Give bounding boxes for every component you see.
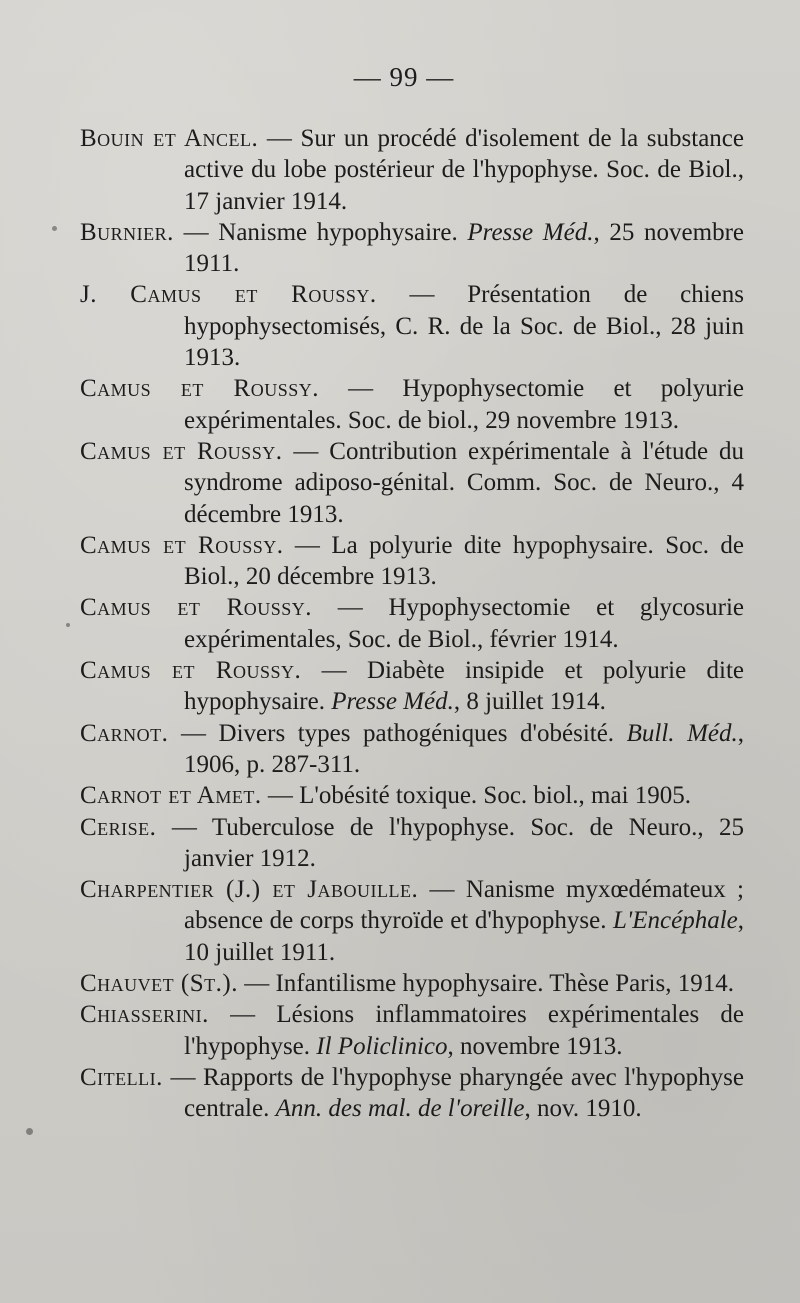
entry-author: J. Camus et Roussy. bbox=[80, 281, 377, 309]
entry-text: — L'obésité toxique. Soc. biol., mai 1905. bbox=[261, 782, 692, 810]
ink-spot bbox=[26, 1128, 33, 1135]
entry-text: — Diabète insipide et polyurie dite hypophysaire. bbox=[184, 657, 744, 716]
entry-text: — Lésions inflammatoires expérimentales de l'hypophyse. bbox=[184, 1001, 744, 1060]
entry-text: — Divers types pathogéniques d'obésité. bbox=[168, 719, 627, 747]
entry-author: Carnot et Amet. bbox=[80, 782, 262, 810]
entry-journal: Presse Méd. bbox=[467, 218, 594, 246]
entry-details: , 25 novembre 1911. bbox=[184, 218, 744, 278]
entry-author: Camus et Roussy. bbox=[80, 437, 283, 465]
page-number: — 99 — bbox=[353, 62, 455, 92]
entry-details: , novembre 1913. bbox=[447, 1032, 623, 1060]
entry-journal: L'Encéphale bbox=[612, 907, 738, 935]
entry-text: — Rapports de l'hypophyse pharyngée avec l'hypophyse centrale. bbox=[162, 1063, 744, 1123]
entry-author: Camus et Roussy. bbox=[80, 594, 313, 622]
bibliography-entry bbox=[80, 812, 744, 875]
entry-text: — La polyurie dite hypophysaire. Soc. de Biol., 20 décembre 1913. bbox=[184, 531, 744, 591]
entry-author: Chauvet (St.). bbox=[80, 970, 238, 998]
bibliography-entry bbox=[80, 123, 744, 217]
entry-journal: Bull. Méd. bbox=[626, 719, 738, 747]
entry-author: Camus et Roussy. bbox=[80, 375, 319, 403]
bibliography-entry bbox=[80, 655, 744, 718]
entry-author: Carnot. bbox=[80, 719, 169, 747]
entry-author: Chiasserini. bbox=[80, 1001, 209, 1029]
bibliography-entry bbox=[80, 373, 744, 436]
bibliography-entry bbox=[80, 1062, 744, 1125]
entry-journal: Ann. des mal. de l'oreille bbox=[275, 1095, 525, 1123]
entry-text: — Hypophysectomie et glycosurie expérimentales, Soc. de Biol., février 1914. bbox=[184, 594, 745, 653]
bibliography-entry bbox=[80, 718, 744, 781]
entry-journal: Presse Méd. bbox=[331, 688, 454, 716]
entry-text: — Nanisme myxœdémateux ; absence de corps thyroïde et d'hypophyse. bbox=[184, 876, 744, 935]
bibliography-entry bbox=[80, 780, 744, 811]
bibliography-entry bbox=[80, 968, 744, 999]
entry-author: Camus et Roussy. bbox=[80, 531, 284, 559]
entry-text: — Tuberculose de l'hypophyse. Soc. de Neuro., 25 janvier 1912. bbox=[156, 813, 744, 872]
ink-spot bbox=[52, 226, 57, 231]
entry-author: Charpentier (J.) et Jabouille. bbox=[80, 876, 419, 904]
entry-details: , nov. 1910. bbox=[524, 1095, 642, 1123]
entry-details: , 8 juillet 1914. bbox=[453, 688, 606, 716]
bibliography-entry bbox=[80, 217, 744, 280]
bibliography-entry bbox=[80, 530, 744, 593]
entry-author: Burnier. bbox=[80, 218, 174, 246]
entry-author: Cerise. bbox=[80, 813, 157, 841]
bibliography-entry bbox=[80, 279, 744, 373]
ink-spot bbox=[66, 623, 70, 627]
entry-journal: Il Policlinico bbox=[316, 1032, 448, 1060]
entry-text: — Infantilisme hypophysaire. Thèse Paris, 1914. bbox=[237, 970, 734, 998]
entry-author: Citelli. bbox=[80, 1063, 163, 1091]
bibliography-entry bbox=[80, 436, 744, 530]
entry-text: — Nanisme hypophysaire. bbox=[173, 218, 468, 246]
entry-author: Bouin et Ancel. bbox=[80, 125, 259, 152]
bibliography-entry bbox=[80, 999, 744, 1062]
entry-text: — Sur un procédé d'isolement de la substance active du lobe postérieur de l'hypophyse. Soc. de Biol., 17 janvier 1914. bbox=[184, 125, 745, 215]
entry-details: , 10 juillet 1911. bbox=[184, 907, 744, 966]
entry-author: Camus et Roussy. bbox=[80, 657, 302, 685]
entry-text: — Hypophysectomie et polyurie expérimentales. Soc. de biol., 29 novembre 1913. bbox=[184, 375, 745, 434]
bibliography-entry bbox=[80, 592, 744, 655]
entry-text: — Contribution expérimentale à l'étude du syndrome adiposo-génital. Comm. Soc. de Neuro., 4 décembre 1913. bbox=[184, 437, 744, 528]
entry-details: , 1906, p. 287-311. bbox=[184, 719, 744, 778]
entry-text: — Présentation de chiens hypophysectomisés, C. R. de la Soc. de Biol., 28 juin 1913. bbox=[184, 281, 744, 372]
bibliography-list bbox=[80, 123, 744, 1125]
bibliography-entry bbox=[80, 874, 744, 968]
